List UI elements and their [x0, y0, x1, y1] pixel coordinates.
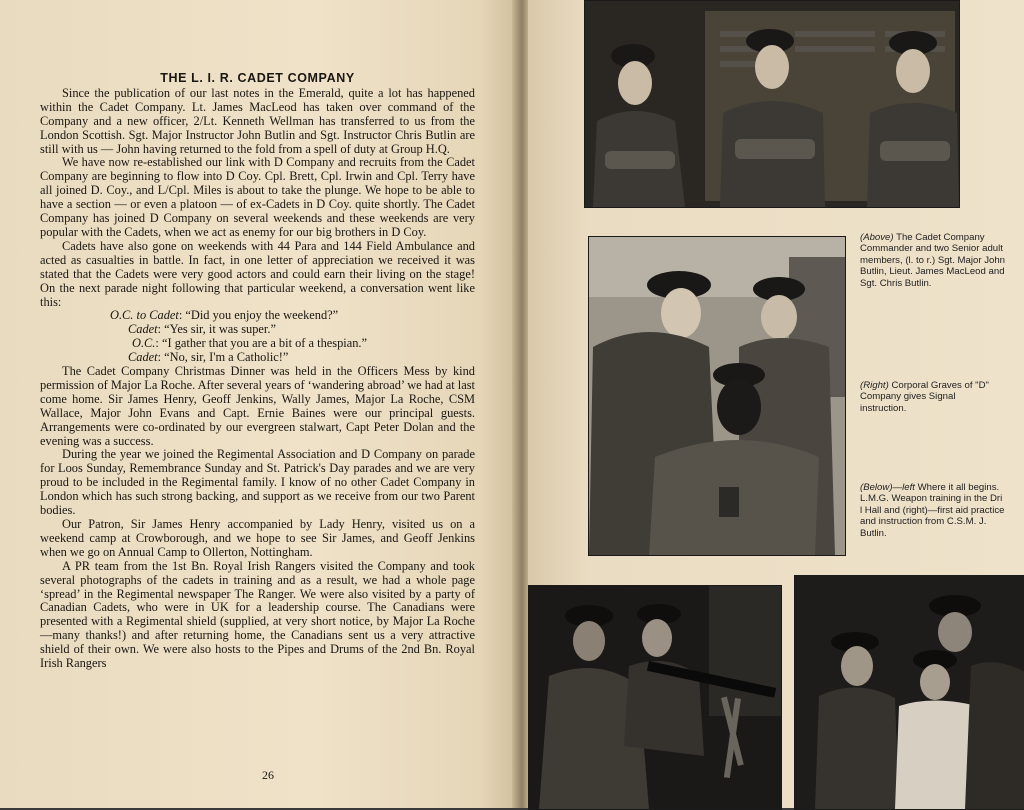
- paragraph: We have now re-established our link with D Company and recruits from the Cadet Company are beginning to flow into D Coy. Cpl. Brett, Cpl. Irwin and Cpl. Terry have all joined D. Coy., and L/Cpl. Miles is about to take the plunge. We hope to be able to have a section — or even a platoon — of ex-Cadets in D Coy. quite shortly. The Cadet Company has joined D Company on several weekends and these weekends are very popular with the Cadets, when we act as enemy for our big brothers in D Coy.: [40, 155, 475, 239]
- caption-text: The Cadet Company Commander and two Senior adult members, (l. to r.) Sgt. Major John Butlin, Lieut. James MacLeod and Sgt. Chris Butlin.: [860, 232, 1006, 289]
- dialog-line: Cadet: “No, sir, I'm a Catholic!”: [128, 350, 289, 365]
- photo-first-aid: [794, 575, 1024, 810]
- right-page: [528, 0, 1024, 808]
- photo-signal-instruction: [588, 236, 846, 556]
- caption-above: [860, 232, 1006, 289]
- photo-cadet-commanders: [584, 0, 960, 208]
- caption-lead: (Right): [860, 380, 889, 391]
- caption-lead: (Above): [860, 232, 894, 243]
- page-number: 26: [262, 768, 274, 782]
- dialog-block: [40, 309, 475, 365]
- dialog-speaker: O.C.: [132, 336, 156, 351]
- dialog-line: O.C.: “I gather that you are a bit of a thespian.”: [132, 336, 368, 351]
- article-heading: THE L. I. R. CADET COMPANY: [160, 71, 355, 85]
- dialog-speaker: Cadet: [128, 322, 158, 337]
- paragraph: During the year we joined the Regimental Association and D Company on parade for Loos Sunday, Remembrance Sunday and St. Patrick's Day parades and we are very proud to be included in the Regimental family. I know of no other Cadet Company in London which has such strong backing, and support as we receive from our two Parent bodies.: [40, 447, 475, 518]
- caption-text: Where it all begins. L.M.G. Weapon training in the Dri l Hall and (right)—first aid practice and instruction from C.S.M. J. Butlin.: [860, 482, 1005, 539]
- paragraph: Our Patron, Sir James Henry accompanied by Lady Henry, visited us on a weekend camp at Crowborough, and we hope to see Sir James, and Geoff Jenkins when we go on Annual Camp to Ollerton, Nottingham.: [40, 517, 475, 559]
- paragraph: Since the publication of our last notes in the Emerald, quite a lot has happened within the Cadet Company. Lt. James MacLeod has taken over command of the Company and a new officer, 2/Lt. Kenneth Wellman has transferred to us from the London Scottish. Sgt. Major Instructor John Butlin and Sgt. Instructor Chris Butlin are still with us — John having returned to the fold from a spell of duty at Group H.Q.: [40, 85, 475, 156]
- dialog-text: “No, sir, I'm a Catholic!”: [164, 350, 289, 365]
- dialog-text: “Yes sir, it was super.”: [164, 322, 276, 337]
- photo-lmg-training: [528, 585, 782, 810]
- paragraph: Cadets have also gone on weekends with 44 Para and 144 Field Ambulance and acted as casualties in battle. In fact, in one letter of appreciation we received it was stated that the Cadets were very good actors and could earn their living on the stage! On the next parade night following that particular weekend, a conversation went like this:: [40, 238, 475, 309]
- caption-text: Corporal Graves of "D" Company gives Signal instruction.: [860, 380, 989, 414]
- caption-below: [860, 482, 1006, 539]
- dialog-line: Cadet: “Yes sir, it was super.”: [128, 322, 276, 337]
- dialog-line: O.C. to Cadet: “Did you enjoy the weekend?”: [110, 308, 339, 323]
- caption-right: [860, 380, 1000, 414]
- article-column: [40, 72, 475, 671]
- paragraph: A PR team from the 1st Bn. Royal Irish Rangers visited the Company and took several photographs of the cadets in training and as a result, we had a whole page ‘spread’ in the Regimental newspaper The Ranger. We were also visited by a party of Canadian Cadets, who were in UK for a leadership course. The Canadians were presented with a Regimental shield (supplied, at very short notice, by Major La Roche—many thanks!) and after returning home, the Canadians sent us a very attractive shield of their own. We were also hosts to the Pipes and Drums of the 2nd Bn. Royal Irish Rangers: [40, 558, 475, 671]
- dialog-text: “Did you enjoy the weekend?”: [185, 308, 339, 323]
- dialog-text: “I gather that you are a bit of a thespian.”: [161, 336, 368, 351]
- dialog-speaker: O.C. to Cadet: [110, 308, 179, 323]
- paragraph: The Cadet Company Christmas Dinner was held in the Officers Mess by kind permission of Major La Roche. After several years of ‘wandering abroad’ we had at last come home. Sir James Henry, Geoff Jenkins, Wally James, Major La Roche, CSM Wallace, Major John Evans and Capt. Ernie Baines were our principal guests. Arrangements were co-ordinated by our evergreen stalwart, Capt Peter Dolan and the evening was a success.: [40, 364, 476, 448]
- caption-lead: (Below)—left: [860, 482, 915, 493]
- dialog-speaker: Cadet: [128, 350, 158, 365]
